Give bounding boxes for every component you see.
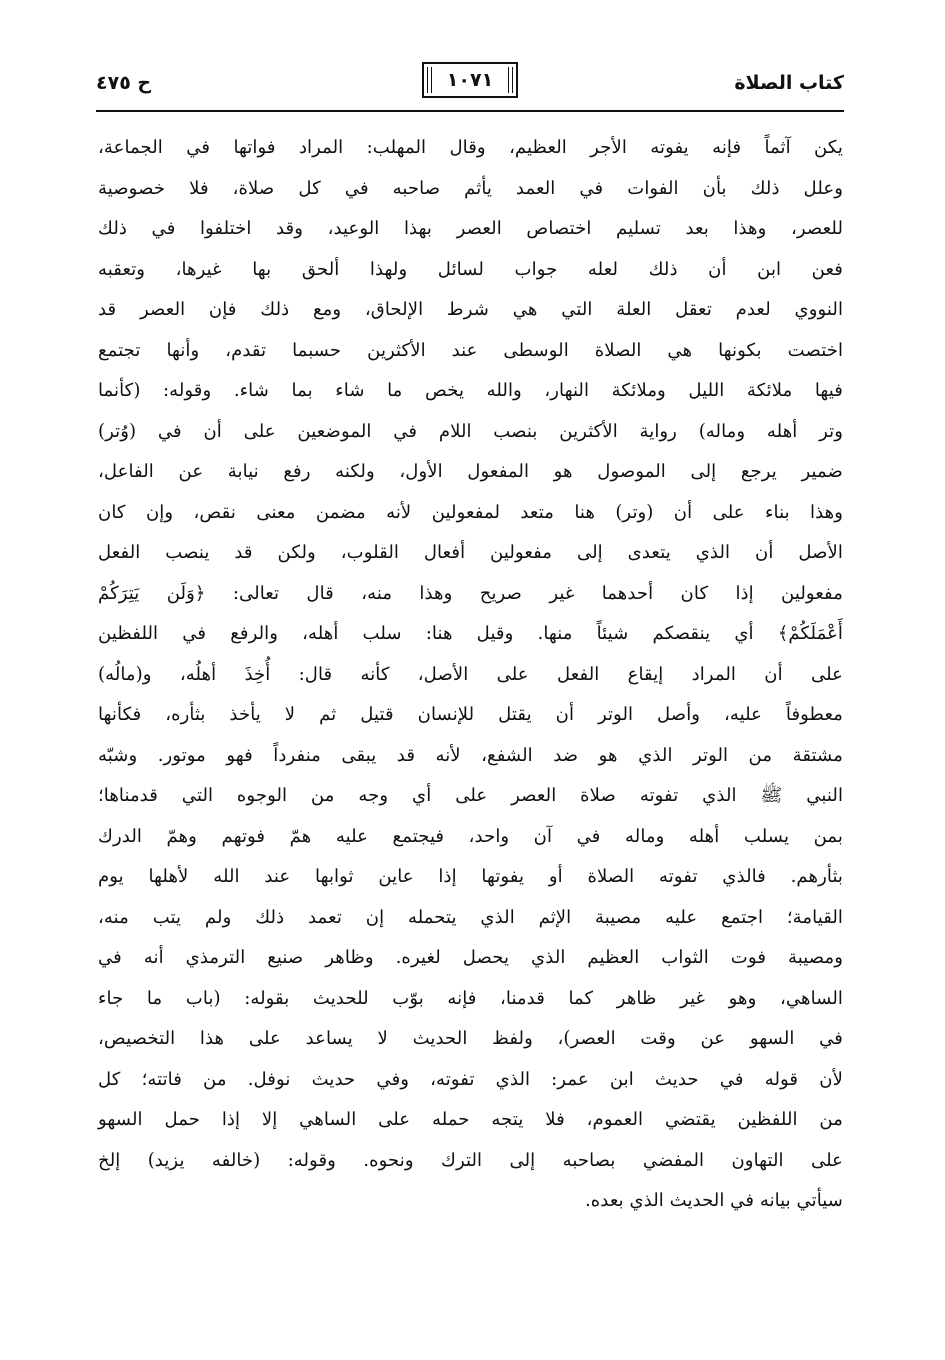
text-line: وهذا بناء على أن (وتر) هنا متعد لمفعولين لأنه مضمن معنى نقص، وإن كان bbox=[98, 501, 843, 523]
page-header bbox=[96, 62, 844, 108]
text-line: على التهاون المفضي بصاحبه إلى الترك ونحوه. وقوله: (خالفه يزيد) إلخ bbox=[98, 1149, 843, 1171]
text-line: الساهي، وهو غير ظاهر كما قدمنا، فإنه بوّب للحديث بقوله: (باب ما جاء bbox=[98, 987, 843, 1009]
body-text bbox=[98, 128, 843, 1222]
text-line: في السهو عن وقت العصر)، ولفظ الحديث لا يساعد على هذا التخصيص، bbox=[98, 1028, 843, 1049]
text-line: أَعْمَلَكُمْ﴾ أي ينقصكم شيئاً منها. وقيل هنا: سلب أهله، والرفع في اللفظين bbox=[98, 623, 843, 644]
text-line: النووي لعدم تعقل العلة التي هي شرط الإلحاق، ومع ذلك فإن العصر قد bbox=[98, 299, 843, 320]
text-line: للعصر، وهذا بعد تسليم اختصاص العصر بهذا الوعيد، وقد اختلفوا في ذلك bbox=[98, 218, 843, 239]
text-line: ومصيبة فوت الثواب العظيم الذي يحصل لغيره. وظاهر صنيع الترمذي أنه في bbox=[98, 947, 843, 968]
header-rule bbox=[96, 110, 844, 112]
text-line: مشتقة من الوتر الذي هو ضد الشفع، لأنه قد يبقى منفرداً فهو موتور. وشبّه bbox=[98, 744, 843, 766]
book-title: كتاب الصلاة bbox=[734, 72, 844, 94]
page-number-frame bbox=[422, 62, 518, 98]
text-line: على أن المراد إيقاع الفعل على الأصل، كأنه قال: أُخِذَ أهلُه، و(مالُه) bbox=[98, 663, 843, 685]
text-line: وتر أهله وماله) رواية الأكثرين بنصب اللام في الموضعين على أن في (وُتر) bbox=[98, 420, 843, 442]
text-line: معطوفاً عليه، وأصل الوتر أن يقتل للإنسان قتيل ثم لا يأخذ بثأره، فكأنها bbox=[98, 704, 843, 725]
text-line: فيها ملائكة الليل وملائكة النهار، والله يخص ما شاء بما شاء. وقوله: (كأنما bbox=[98, 380, 843, 401]
text-line: الأصل أن الذي يتعدى إلى مفعولين أفعال القلوب، ولكن قد ينصب الفعل bbox=[98, 542, 843, 563]
text-line: مفعولين إذا كان أحدهما غير صريح وهذا منه، قال تعالى: ﴿وَلَن يَتِرَكُمْ bbox=[98, 582, 843, 604]
text-line: يكن آثماً فإنه يفوته الأجر العظيم، وقال المهلب: المراد فواتها في الجماعة، bbox=[98, 137, 843, 158]
page-number: ١٠٧١ bbox=[446, 69, 494, 91]
text-line: القيامة؛ اجتمع عليه مصيبة الإثم الذي يتحمله إن تعمد ذلك ولم يتب منه، bbox=[98, 906, 843, 928]
text-line: لأن قوله في حديث ابن عمر: الذي تفوته، وفي حديث نوفل. من فاتته؛ كل bbox=[98, 1068, 843, 1090]
text-line: سيأتي بيانه في الحديث الذي بعده. bbox=[584, 1190, 843, 1211]
text-line: وعلل ذلك بأن الفوات في العمد يأثم صاحبه في كل صلاة، فلا خصوصية bbox=[98, 177, 843, 199]
text-line: النبي ﷺ الذي تفوته صلاة العصر على أي وجه من الوجوه التي قدمناها؛ bbox=[98, 785, 843, 806]
text-line: بمن يسلب أهله وماله في آن واحد، فيجتمع عليه همّ فوتهم وهمّ الدرك bbox=[98, 825, 843, 847]
text-line: فعن ابن أن ذلك لعله جواب لسائل ولهذا ألحق بها غيرها، وتعقبه bbox=[98, 258, 843, 280]
text-line: بثأرهم. فالذي تفوته الصلاة أو يفوتها إذا عاين ثوابها عند الله لأهلها يوم bbox=[98, 866, 843, 887]
text-line: اختصت بكونها هي الصلاة الوسطى عند الأكثرين حسبما تقدم، وأنها تجتمع bbox=[98, 339, 843, 361]
text-line: ضمير يرجع إلى الموصول هو المفعول الأول، ولكنه رفع نيابة عن الفاعل، bbox=[98, 461, 843, 482]
text-line: من اللفظين يقتضي العموم، فلا يتجه حمله على الساهي إلا إذا حمل السهو bbox=[98, 1109, 843, 1130]
hadith-reference: ح ٤٧٥ bbox=[96, 72, 152, 94]
